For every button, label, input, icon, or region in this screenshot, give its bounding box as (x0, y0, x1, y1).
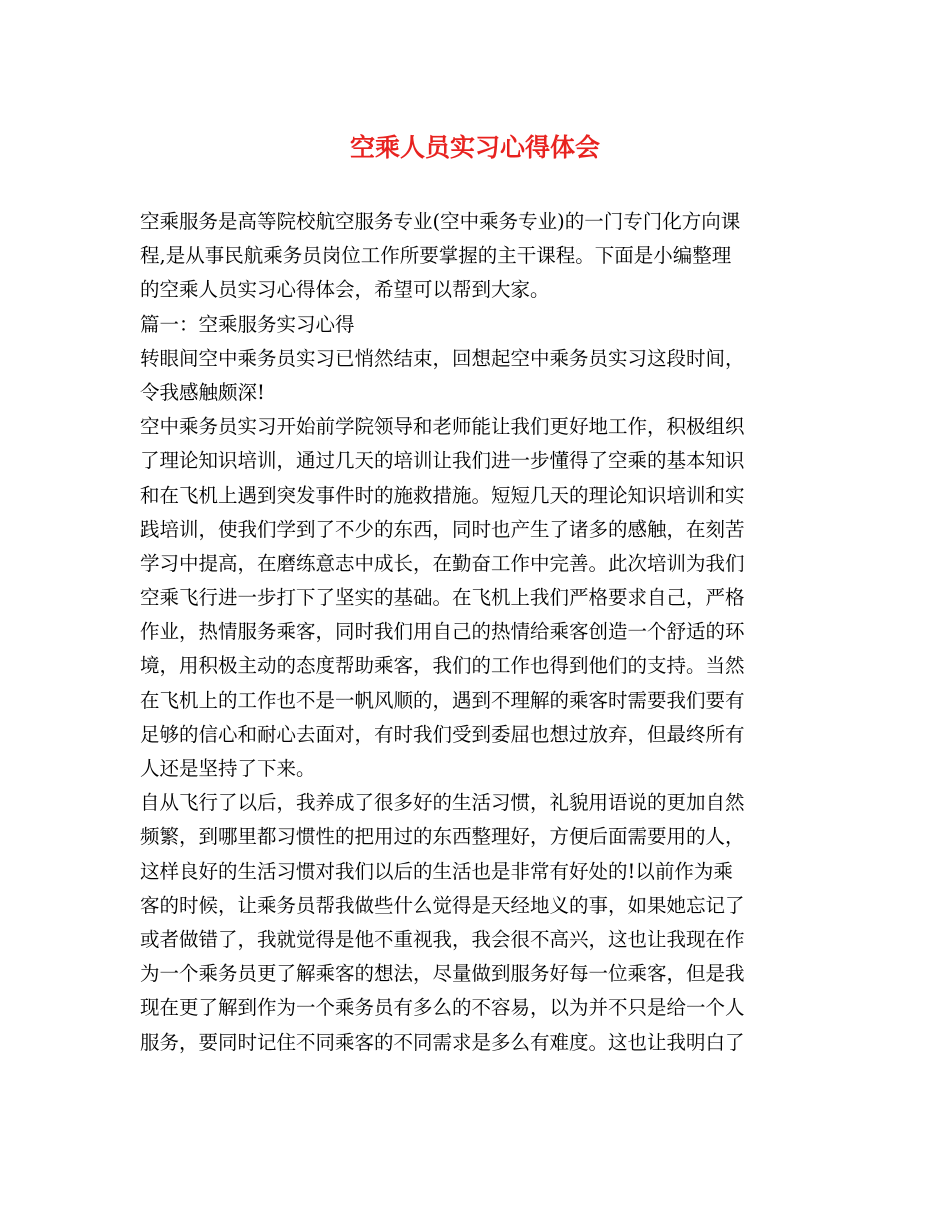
text-line: 了理论知识培训，通过几天的培训让我们进一步懂得了空乘的基本知识 (140, 449, 745, 473)
text-line: 在飞机上的工作也不是一帆风顺的，遇到不理解的乘客时需要我们要有 (140, 688, 745, 712)
document-body (140, 205, 810, 1060)
text-line: 现在更了解到作为一个乘务员有多么的不容易，以为并不只是给一个人 (140, 996, 745, 1020)
text-line: 空乘服务是高等院校航空服务专业(空中乘务专业)的一门专门化方向课 (140, 210, 741, 233)
text-line: 或者做错了，我就觉得是他不重视我，我会很不高兴，这也让我现在作 (140, 927, 745, 951)
text-line: 境，用积极主动的态度帮助乘客，我们的工作也得到他们的支持。当然 (140, 654, 745, 678)
text-line: 和在飞机上遇到突发事件时的施救措施。短短几天的理论知识培训和实 (140, 483, 745, 507)
text-line: 作业，热情服务乘客，同时我们用自己的热情给乘客创造一个舒适的环 (140, 620, 745, 644)
text-line: 的空乘人员实习心得体会，希望可以帮到大家。 (140, 278, 550, 302)
text-line: 人还是坚持了下来。 (140, 757, 316, 780)
text-line: 程,是从事民航乘务员岗位工作所要掌握的主干课程。下面是小编整理 (140, 244, 732, 268)
text-line: 自从飞行了以后，我养成了很多好的生活习惯，礼貌用语说的更加自然 (140, 791, 745, 815)
text-line: 服务，要同时记住不同乘客的不同需求是多么有难度。这也让我明白了 (140, 1030, 745, 1054)
text-line: 令我感触颇深! (140, 380, 265, 404)
text-line: 空乘飞行进一步打下了坚实的基础。在飞机上我们严格要求自己，严格 (140, 586, 745, 610)
text-line: 客的时候，让乘务员帮我做些什么觉得是天经地义的事，如果她忘记了 (140, 893, 745, 917)
section-heading: 篇一：空乘服务实习心得 (140, 312, 355, 336)
text-line: 空中乘务员实习开始前学院领导和老师能让我们更好地工作，积极组织 (140, 415, 745, 439)
document-title: 空乘人员实习心得体会 (349, 133, 600, 162)
text-line: 为一个乘务员更了解乘客的想法，尽量做到服务好每一位乘客，但是我 (140, 962, 745, 986)
text-line: 转眼间空中乘务员实习已悄然结束，回想起空中乘务员实习这段时间， (140, 346, 745, 370)
text-line: 学习中提高，在磨练意志中成长，在勤奋工作中完善。此次培训为我们 (140, 551, 745, 575)
text-line: 践培训，使我们学到了不少的东西，同时也产生了诸多的感触，在刻苦 (140, 517, 745, 541)
text-line: 足够的信心和耐心去面对，有时我们受到委屈也想过放弃，但最终所有 (140, 722, 745, 746)
text-line: 频繁，到哪里都习惯性的把用过的东西整理好，方便后面需要用的人， (140, 825, 745, 849)
text-line: 这样良好的生活习惯对我们以后的生活也是非常有好处的!以前作为乘 (140, 859, 733, 883)
